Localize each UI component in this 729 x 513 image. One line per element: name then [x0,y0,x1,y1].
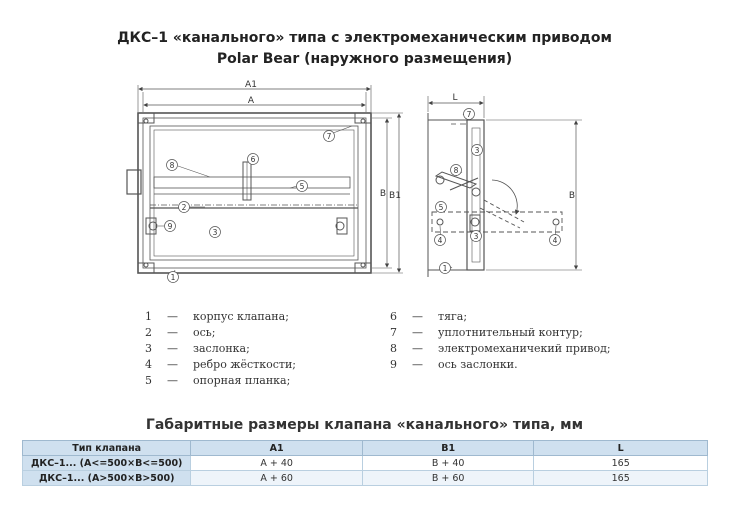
legend-item [145,325,296,341]
cell-l: 165 [534,471,708,486]
legend-item [390,341,611,357]
header-b1: B1 [362,441,534,456]
callout-6: 6 [250,155,256,164]
callout-7: 7 [326,132,332,141]
side-callout-1: 1 [442,264,448,273]
legend-item [390,309,611,325]
side-callout-4-left: 4 [437,236,443,245]
dim-label-l: L [452,93,458,103]
legend-text: ось; [193,326,216,339]
legend-text: опорная планка; [193,374,291,387]
legend-dash: — [167,326,178,339]
side-callout-3-top: 3 [474,146,480,155]
side-callout-4-right: 4 [552,236,558,245]
legend-text: заслонка; [193,342,250,355]
legend-dash: — [412,358,423,371]
legend-text: ребро жёсткости; [193,358,296,371]
legend-item [390,325,611,341]
cell-l: 165 [534,456,708,471]
dim-label-a1: A1 [245,80,257,90]
cell-a1: A + 60 [191,471,363,486]
legend-num: 4 [145,358,152,371]
cell-type: ДКС–1... (A<=500×B<=500) [23,456,191,471]
cell-b1: B + 60 [362,471,534,486]
legend-num: 8 [390,342,397,355]
cell-a1: A + 40 [191,456,363,471]
legend-dash: — [167,358,178,371]
side-view [428,96,582,277]
dim-label-b: B [379,189,387,199]
title-line-2: Polar Bear (наружного размещения) [216,51,513,67]
legend-left [145,309,296,389]
legend-dash: — [167,342,178,355]
table-header-row [23,441,708,456]
legend-item [145,341,296,357]
cell-b1: B + 40 [362,456,534,471]
callout-9: 9 [167,222,173,231]
legend-dash: — [412,310,423,323]
side-callout-8: 8 [453,166,459,175]
legend-num: 7 [390,326,397,339]
header-type: Тип клапана [23,441,191,456]
legend-right [390,309,611,373]
side-callout-3-bottom: 3 [473,232,479,241]
callout-2: 2 [181,203,187,212]
dim-label-b1: B1 [389,191,401,201]
legend-item [145,309,296,325]
dim-label-b-side: B [568,191,576,201]
legend-dash: — [167,310,178,323]
legend-item [145,373,296,389]
legend-num: 2 [145,326,152,339]
legend-num: 9 [390,358,397,371]
callout-5: 5 [299,182,305,191]
side-callout-7: 7 [466,110,472,119]
dim-label-a: A [247,96,255,106]
table-row [23,456,708,471]
title-line-1: ДКС–1 «канального» типа с электромеханическим приводом [117,30,612,46]
legend-text: корпус клапана; [193,310,289,323]
legend-num: 1 [145,310,152,323]
legend-num: 6 [390,310,397,323]
legend-text: уплотнительный контур; [438,326,583,339]
legend-dash: — [167,374,178,387]
callout-8: 8 [169,161,175,170]
legend-text: ось заслонки. [438,358,518,371]
legend-num: 5 [145,374,152,387]
callout-1: 1 [170,273,176,282]
legend-dash: — [412,342,423,355]
callout-3: 3 [212,228,218,237]
header-l: L [534,441,708,456]
legend-num: 3 [145,342,152,355]
legend-text: электромеханичекий привод; [438,342,611,355]
front-dimension-labels [245,80,401,201]
header-a1: A1 [191,441,363,456]
table-title: Габаритные размеры клапана «канального» типа, мм [145,417,584,433]
cell-type: ДКС–1... (A>500×B>500) [23,471,191,486]
legend-item [390,357,611,373]
front-view [127,85,403,276]
side-callout-5: 5 [438,203,444,212]
side-callouts [435,109,561,274]
dimensions-table [22,440,708,486]
legend-text: тяга; [438,310,468,323]
legend-item [145,357,296,373]
table-row [23,471,708,486]
legend-dash: — [412,326,423,339]
